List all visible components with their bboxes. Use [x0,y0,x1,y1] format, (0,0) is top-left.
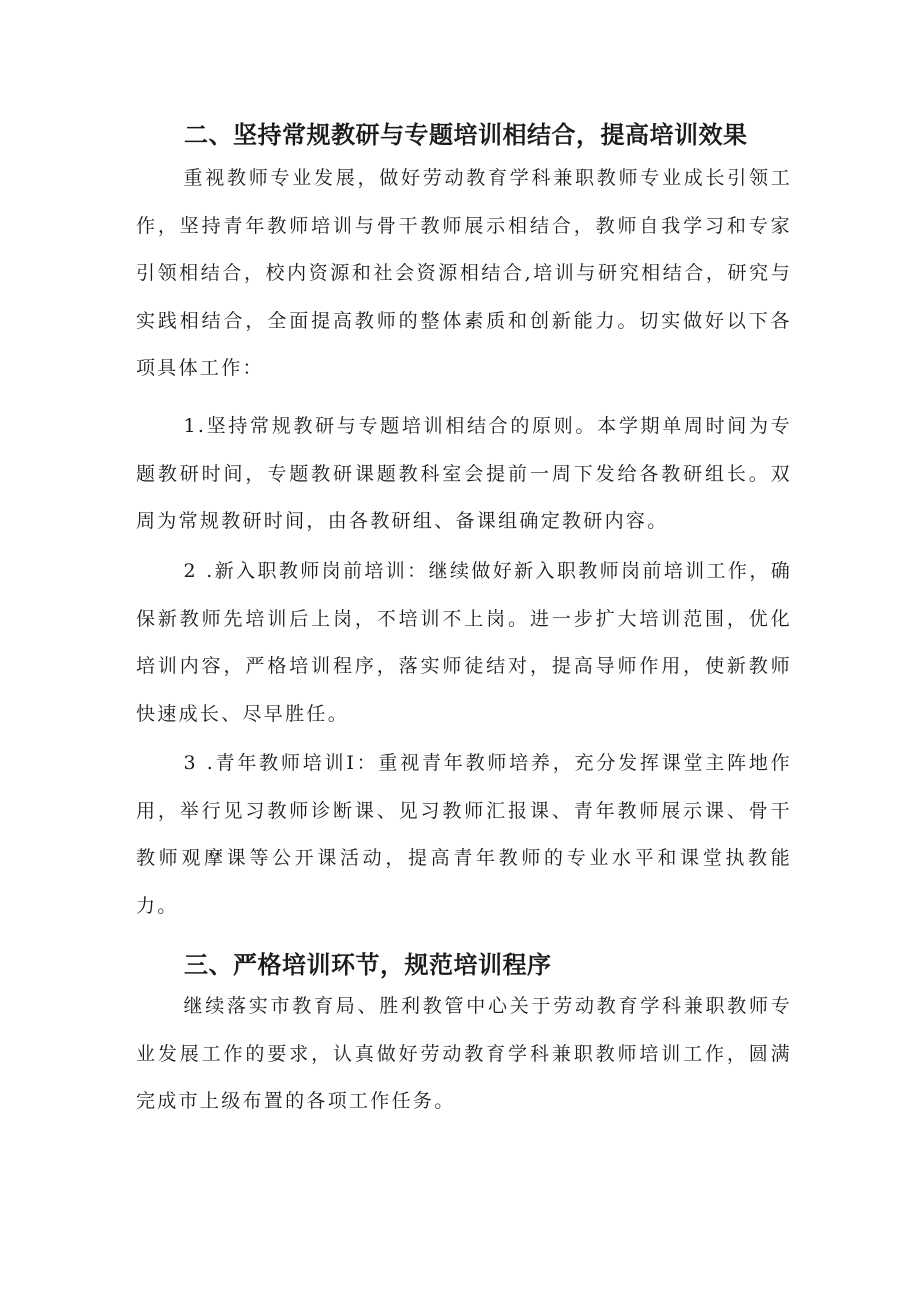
item-1-paragraph: 1.坚持常规教研与专题培训相结合的原则。本学期单周时间为专题教研时间，专题教研课题教科室会提前一周下发给各教研组长。双周为常规教研时间，由各教研组、备课组确定教研内容。 [136,415,792,533]
section-2-heading: 二、坚持常规教研与专题培训相结合，提高培训效果 [184,121,748,149]
section-2-intro-paragraph: 重视教师专业发展，做好劳动教育学科兼职教师专业成长引领工作，坚持青年教师培训与骨干教师展示相结合，教师自我学习和专家引领相结合，校内资源和社会资源相结合,培训与研究相结合，研究与实践相结合，全面提高教师的整体素质和创新能力。切实做好以下各项具体工作： [136,167,792,380]
item-2-paragraph: 2 .新入职教师岗前培训：继续做好新入职教师岗前培训工作，确保新教师先培训后上岗，不培训不上岗。进一步扩大培训范围，优化培训内容，严格培训程序，落实师徒结对，提高导师作用，使新教师快速成长、尽早胜任。 [136,560,792,725]
section-3-body-paragraph: 继续落实市教育局、胜利教管中心关于劳动教育学科兼职教师专业发展工作的要求，认真做好劳动教育学科兼职教师培训工作，圆满完成市上级布置的各项工作任务。 [136,995,792,1113]
item-3-paragraph: 3 .青年教师培训I：重视青年教师培养，充分发挥课堂主阵地作用，举行见习教师诊断课、见习教师汇报课、青年教师展示课、骨干教师观摩课等公开课活动，提高青年教师的专业水平和课堂执教能力。 [136,752,792,917]
section-3-heading: 三、严格培训环节，规范培训程序 [184,951,552,979]
